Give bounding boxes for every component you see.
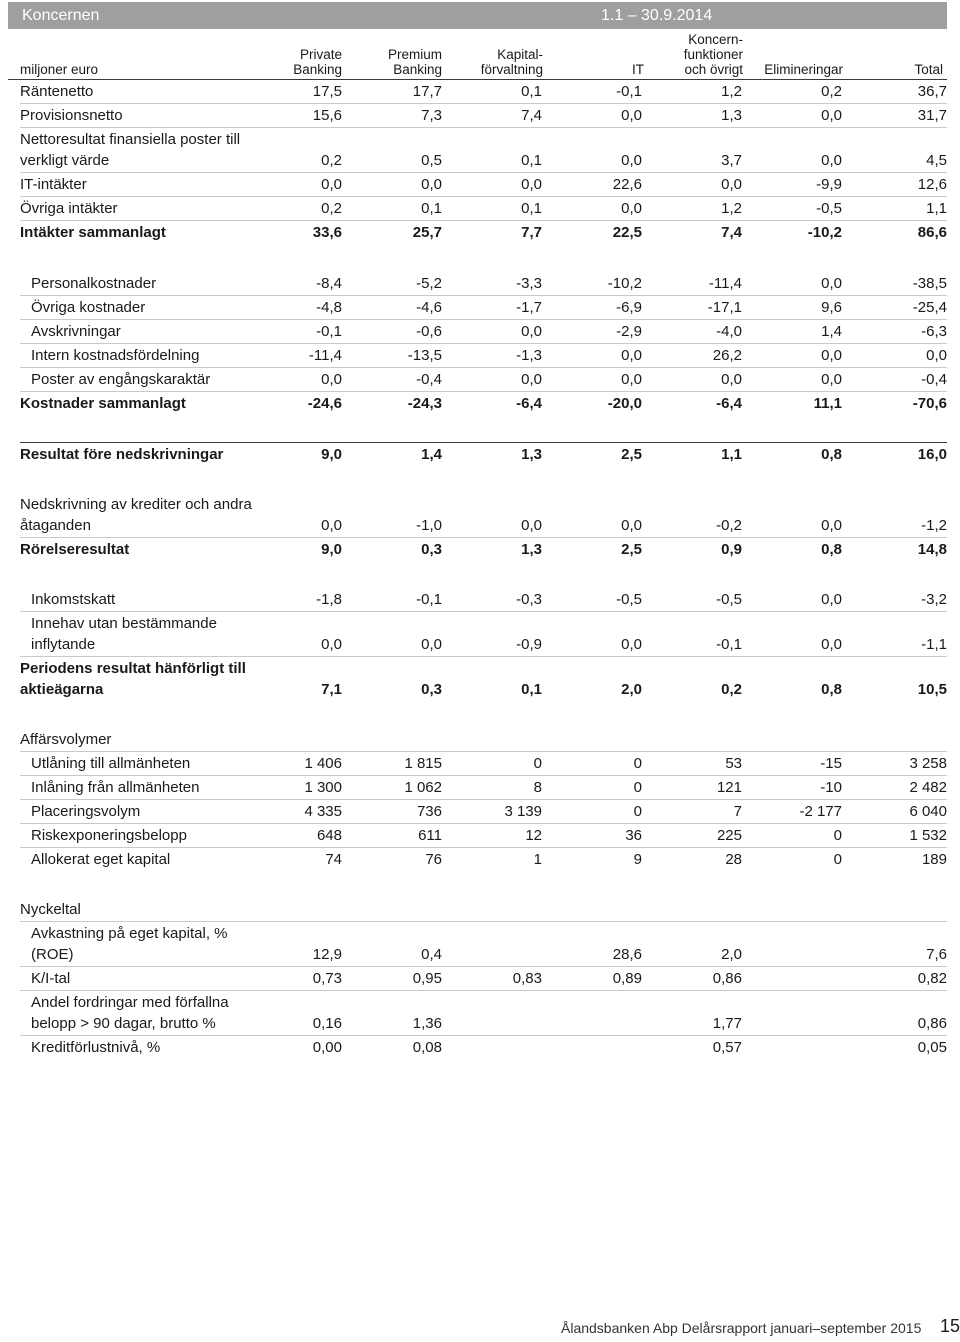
- cell-value: 2 482: [842, 776, 947, 800]
- row-label: Intäkter sammanlagt: [20, 221, 253, 245]
- cell-value: 0,8: [742, 538, 842, 562]
- cell-value: 26,2: [642, 344, 742, 368]
- cell-value: 0,0: [742, 272, 842, 296]
- cell-value: 0,57: [712, 1039, 742, 1056]
- cell-value: 0,0: [742, 104, 842, 128]
- cell-value: 0,3: [342, 538, 442, 562]
- cell-value: 12,9: [253, 922, 342, 967]
- cell-value: -0,4: [842, 368, 947, 392]
- cell-value: 31,7: [842, 104, 947, 128]
- cell-value: -0,5: [742, 197, 842, 221]
- table-row: [20, 728, 947, 752]
- cell-value: 17,7: [342, 80, 442, 104]
- cell-value: [542, 991, 642, 1036]
- cell-value: -1,7: [442, 296, 542, 320]
- cell-value: -0,5: [642, 588, 742, 612]
- spacer-row: [20, 244, 947, 272]
- cell-value: [742, 967, 842, 991]
- cell-value: 7,1: [253, 657, 342, 702]
- cell-value: -6,3: [842, 320, 947, 344]
- cell-value: 0,0: [642, 173, 742, 197]
- cell-value: 7: [642, 800, 742, 824]
- table-row: [20, 104, 947, 128]
- cell-value: -0,1: [342, 588, 442, 612]
- cell-value: 0,00: [312, 1039, 342, 1056]
- cell-value: [742, 1036, 842, 1060]
- table-row: [20, 128, 947, 173]
- cell-value: -10,2: [742, 221, 842, 245]
- row-label: IT-intäkter: [20, 173, 253, 197]
- cell-value: -6,9: [542, 296, 642, 320]
- cell-value: -1,3: [442, 344, 542, 368]
- cell-value: 2,0: [642, 922, 742, 967]
- cell-value: 0,0: [842, 344, 947, 368]
- table-row: [20, 320, 947, 344]
- cell-value: 1,77: [642, 991, 742, 1036]
- cell-value: [542, 1036, 642, 1060]
- cell-value: 0,0: [342, 612, 442, 657]
- column-header-line: och övrigt: [684, 62, 743, 77]
- row-label: Övriga kostnader: [20, 296, 253, 320]
- spacer-row: [20, 466, 947, 493]
- table-row: [20, 368, 947, 392]
- column-header-line: Kapital-: [497, 47, 543, 62]
- cell-value: 33,6: [253, 221, 342, 245]
- table-row: [20, 657, 947, 702]
- cell-value: 3 139: [442, 800, 542, 824]
- cell-value: 9,6: [742, 296, 842, 320]
- cell-value: 0,0: [642, 368, 742, 392]
- cell-value: 14,8: [842, 538, 947, 562]
- table-row: [20, 493, 947, 538]
- column-header-6: [914, 62, 943, 77]
- period-label: 1.1 – 30.9.2014: [601, 7, 713, 24]
- row-label: Nettoresultat finansiella poster till verkligt värde: [20, 128, 253, 173]
- table-row: [20, 80, 947, 104]
- cell-value: -0,1: [253, 320, 342, 344]
- cell-value: 0: [542, 776, 642, 800]
- cell-value: 1 300: [253, 776, 342, 800]
- cell-value: 1 815: [342, 752, 442, 776]
- cell-value: 15,6: [253, 104, 342, 128]
- table-row: [20, 800, 947, 824]
- spacer-row: [20, 871, 947, 898]
- row-label: Rörelseresultat: [20, 538, 253, 562]
- row-label: Inkomstskatt: [20, 588, 253, 612]
- table-row: [20, 991, 947, 1036]
- cell-value: 1,2: [642, 80, 742, 104]
- spacer-row: [20, 561, 947, 588]
- row-label: Inlåning från allmänheten: [20, 776, 253, 800]
- cell-value: 4 335: [253, 800, 342, 824]
- row-label: Intern kostnadsfördelning: [20, 344, 253, 368]
- cell-value: 74: [325, 851, 342, 868]
- row-label: Nyckeltal: [20, 898, 253, 922]
- table-row: [20, 344, 947, 368]
- cell-value: -20,0: [542, 392, 642, 416]
- row-label: Personalkostnader: [20, 272, 253, 296]
- cell-value: 0,3: [342, 657, 442, 702]
- table-row: [20, 1036, 947, 1060]
- cell-value: 0,0: [342, 173, 442, 197]
- cell-value: 0,95: [342, 967, 442, 991]
- cell-value: 0,8: [742, 443, 842, 467]
- cell-value: [442, 991, 542, 1036]
- cell-value: -24,3: [342, 392, 442, 416]
- row-label: Provisionsnetto: [20, 104, 253, 128]
- cell-value: 9,0: [253, 443, 342, 467]
- cell-value: 0,0: [542, 128, 642, 173]
- cell-value: 0,0: [742, 588, 842, 612]
- cell-value: 736: [342, 800, 442, 824]
- cell-value: 0,2: [253, 197, 342, 221]
- cell-value: 0,0: [542, 197, 642, 221]
- cell-value: 3,7: [642, 128, 742, 173]
- cell-value: 1,1: [842, 197, 947, 221]
- table-row: [20, 898, 947, 922]
- row-label: Andel fordringar med förfallna belopp > 90 dagar, brutto %: [20, 991, 253, 1036]
- cell-value: -5,2: [342, 272, 442, 296]
- table-row: [20, 221, 947, 245]
- cell-value: -1,1: [842, 612, 947, 657]
- row-label: K/I-tal: [20, 967, 253, 991]
- table-row: [20, 824, 947, 848]
- table-row: [20, 588, 947, 612]
- table-row: [20, 392, 947, 416]
- cell-value: -1,0: [342, 493, 442, 538]
- cell-value: 0,0: [742, 128, 842, 173]
- cell-value: 7,4: [642, 221, 742, 245]
- cell-value: 0,2: [742, 80, 842, 104]
- cell-value: 0,0: [253, 368, 342, 392]
- cell-value: [642, 898, 742, 922]
- column-header-line: Premium: [387, 47, 442, 62]
- cell-value: -10,2: [542, 272, 642, 296]
- table-row: [20, 443, 947, 467]
- cell-value: [253, 898, 342, 922]
- row-label: Kostnader sammanlagt: [20, 392, 253, 416]
- cell-value: 0,0: [742, 493, 842, 538]
- cell-value: 0,0: [442, 368, 542, 392]
- cell-value: [542, 728, 642, 752]
- column-header-line: funktioner: [683, 47, 743, 62]
- cell-value: -6,4: [442, 392, 542, 416]
- cell-value: 22,6: [542, 173, 642, 197]
- cell-value: 0,82: [842, 967, 947, 991]
- row-label: Nedskrivning av krediter och andra åtaganden: [20, 493, 253, 538]
- column-header-line: förvaltning: [480, 62, 543, 77]
- cell-value: 22,5: [542, 221, 642, 245]
- table-row: [20, 538, 947, 562]
- cell-value: -1,8: [253, 588, 342, 612]
- cell-value: 1,3: [642, 104, 742, 128]
- cell-value: 2,0: [542, 657, 642, 702]
- column-header-0: [293, 47, 342, 77]
- cell-value: 1,2: [642, 197, 742, 221]
- row-label: Placeringsvolym: [20, 800, 253, 824]
- cell-value: 189: [921, 851, 947, 868]
- cell-value: 0,83: [442, 967, 542, 991]
- row-label: Kreditförlustnivå, %: [31, 1039, 161, 1056]
- cell-value: 0: [542, 752, 642, 776]
- cell-value: 1: [533, 851, 542, 868]
- cell-value: 3 258: [842, 752, 947, 776]
- cell-value: 9: [633, 851, 642, 868]
- cell-value: -3,3: [442, 272, 542, 296]
- row-label: Affärsvolymer: [20, 728, 253, 752]
- cell-value: 0,73: [253, 967, 342, 991]
- cell-value: 0: [833, 851, 842, 868]
- cell-value: -0,6: [342, 320, 442, 344]
- cell-value: 10,5: [842, 657, 947, 702]
- row-label: Periodens resultat hänförligt till aktieägarna: [20, 657, 253, 702]
- cell-value: 648: [253, 824, 342, 848]
- column-header-3: [632, 62, 644, 77]
- cell-value: -2,9: [542, 320, 642, 344]
- cell-value: -1,2: [842, 493, 947, 538]
- title-banner: [8, 2, 947, 29]
- column-header-line: Elimineringar: [764, 62, 843, 77]
- table-row: [20, 197, 947, 221]
- cell-value: -0,9: [442, 612, 542, 657]
- cell-value: [642, 728, 742, 752]
- cell-value: -70,6: [842, 392, 947, 416]
- cell-value: 36,7: [842, 80, 947, 104]
- cell-value: 0,0: [742, 612, 842, 657]
- cell-value: -38,5: [842, 272, 947, 296]
- cell-value: 1,36: [342, 991, 442, 1036]
- cell-value: -17,1: [642, 296, 742, 320]
- cell-value: [742, 728, 842, 752]
- column-header-4: [684, 32, 743, 77]
- column-header-line: Total: [914, 62, 943, 77]
- cell-value: -9,9: [742, 173, 842, 197]
- cell-value: [742, 898, 842, 922]
- table-row: [20, 776, 947, 800]
- cell-value: 4,5: [842, 128, 947, 173]
- row-label: Poster av engångskaraktär: [20, 368, 253, 392]
- cell-value: 9,0: [253, 538, 342, 562]
- cell-value: -0,4: [342, 368, 442, 392]
- cell-value: 1,4: [742, 320, 842, 344]
- cell-value: [742, 991, 842, 1036]
- cell-value: 0,1: [442, 80, 542, 104]
- cell-value: 0: [442, 752, 542, 776]
- cell-value: 11,1: [742, 392, 842, 416]
- cell-value: 0,86: [642, 967, 742, 991]
- cell-value: 53: [642, 752, 742, 776]
- cell-value: 0,1: [342, 197, 442, 221]
- cell-value: 1 062: [342, 776, 442, 800]
- cell-value: -4,6: [342, 296, 442, 320]
- table-row: [20, 848, 947, 872]
- row-label: Innehav utan bestämmande inflytande: [20, 612, 253, 657]
- cell-value: 7,4: [442, 104, 542, 128]
- cell-value: 0,2: [253, 128, 342, 173]
- cell-value: 7,6: [842, 922, 947, 967]
- row-label: Avskrivningar: [20, 320, 253, 344]
- cell-value: 0,0: [742, 344, 842, 368]
- financial-table: [20, 80, 947, 1059]
- cell-value: 1 406: [253, 752, 342, 776]
- cell-value: -13,5: [342, 344, 442, 368]
- row-label: Utlåning till allmänheten: [20, 752, 253, 776]
- cell-value: -2 177: [742, 800, 842, 824]
- row-label: Räntenetto: [20, 80, 253, 104]
- column-header-5: [764, 62, 843, 77]
- cell-value: [842, 898, 947, 922]
- cell-value: 225: [642, 824, 742, 848]
- cell-value: 28,6: [542, 922, 642, 967]
- column-header-line: IT: [632, 62, 644, 77]
- cell-value: 6 040: [842, 800, 947, 824]
- cell-value: [742, 922, 842, 967]
- cell-value: 0,0: [542, 344, 642, 368]
- cell-value: 0,05: [917, 1039, 947, 1056]
- cell-value: [253, 728, 342, 752]
- cell-value: -0,1: [542, 80, 642, 104]
- column-header-line: Koncern-: [688, 32, 743, 47]
- cell-value: 8: [442, 776, 542, 800]
- cell-value: 0,0: [253, 612, 342, 657]
- cell-value: 0,5: [342, 128, 442, 173]
- unit-label: miljoner euro: [20, 62, 99, 77]
- row-label: Övriga intäkter: [20, 197, 253, 221]
- table-row: [20, 612, 947, 657]
- cell-value: 0,89: [542, 967, 642, 991]
- cell-value: 0,1: [442, 657, 542, 702]
- cell-value: -24,6: [253, 392, 342, 416]
- cell-value: -11,4: [642, 272, 742, 296]
- cell-value: 1,1: [642, 443, 742, 467]
- page-number: 15: [940, 1316, 960, 1336]
- cell-value: 0: [542, 800, 642, 824]
- cell-value: 0,0: [742, 368, 842, 392]
- cell-value: 0,1: [442, 197, 542, 221]
- cell-value: -6,4: [642, 392, 742, 416]
- cell-value: -10: [742, 776, 842, 800]
- table-row: [20, 752, 947, 776]
- cell-value: -15: [742, 752, 842, 776]
- table-row: [20, 173, 947, 197]
- table-row: [20, 922, 947, 967]
- cell-value: 0,9: [642, 538, 742, 562]
- cell-value: -25,4: [842, 296, 947, 320]
- page-title: Koncernen: [22, 7, 100, 24]
- cell-value: [442, 922, 542, 967]
- cell-value: 0,2: [642, 657, 742, 702]
- cell-value: 76: [425, 851, 442, 868]
- cell-value: 12,6: [842, 173, 947, 197]
- column-header-line: Banking: [293, 62, 342, 77]
- cell-value: -8,4: [253, 272, 342, 296]
- cell-value: 1,3: [442, 443, 542, 467]
- table-row: [20, 272, 947, 296]
- cell-value: -11,4: [253, 344, 342, 368]
- cell-value: 1,4: [342, 443, 442, 467]
- cell-value: 0,4: [342, 922, 442, 967]
- cell-value: 0,0: [542, 368, 642, 392]
- cell-value: [442, 1036, 542, 1060]
- cell-value: 611: [342, 824, 442, 848]
- cell-value: 0,0: [253, 493, 342, 538]
- cell-value: 0,0: [542, 493, 642, 538]
- cell-value: -4,0: [642, 320, 742, 344]
- cell-value: 28: [725, 851, 742, 868]
- column-header-line: Banking: [393, 62, 442, 77]
- cell-value: 16,0: [842, 443, 947, 467]
- cell-value: 36: [542, 824, 642, 848]
- table-row: [20, 296, 947, 320]
- row-label: Riskexponeringsbelopp: [20, 824, 253, 848]
- footer-text: Ålandsbanken Abp Delårsrapport januari–september 2015: [561, 1320, 922, 1336]
- cell-value: 1 532: [842, 824, 947, 848]
- row-label: Allokerat eget kapital: [31, 851, 171, 868]
- table-row: [20, 967, 947, 991]
- cell-value: -0,3: [442, 588, 542, 612]
- spacer-row: [20, 701, 947, 728]
- cell-value: [842, 728, 947, 752]
- row-label: Resultat före nedskrivningar: [20, 443, 253, 467]
- cell-value: 7,3: [342, 104, 442, 128]
- cell-value: [542, 898, 642, 922]
- cell-value: 12: [442, 824, 542, 848]
- cell-value: 0,0: [542, 104, 642, 128]
- column-header-1: [388, 47, 442, 77]
- cell-value: [442, 728, 542, 752]
- cell-value: -0,2: [642, 493, 742, 538]
- column-header-line: Private: [299, 47, 342, 62]
- cell-value: [442, 898, 542, 922]
- cell-value: 7,7: [442, 221, 542, 245]
- cell-value: 0,1: [442, 128, 542, 173]
- cell-value: 86,6: [842, 221, 947, 245]
- cell-value: 2,5: [542, 443, 642, 467]
- cell-value: 0,08: [412, 1039, 442, 1056]
- cell-value: [342, 728, 442, 752]
- cell-value: 0,0: [442, 173, 542, 197]
- cell-value: 0,0: [542, 612, 642, 657]
- cell-value: [342, 898, 442, 922]
- cell-value: 0,8: [742, 657, 842, 702]
- cell-value: 0,86: [842, 991, 947, 1036]
- cell-value: -3,2: [842, 588, 947, 612]
- spacer-row: [20, 415, 947, 443]
- cell-value: 1,3: [442, 538, 542, 562]
- row-label: Avkastning på eget kapital, % (ROE): [20, 922, 253, 967]
- column-header-2: [481, 47, 543, 77]
- cell-value: 25,7: [342, 221, 442, 245]
- cell-value: 121: [642, 776, 742, 800]
- cell-value: 2,5: [542, 538, 642, 562]
- cell-value: -0,1: [642, 612, 742, 657]
- cell-value: -4,8: [253, 296, 342, 320]
- cell-value: -0,5: [542, 588, 642, 612]
- cell-value: 17,5: [253, 80, 342, 104]
- cell-value: 0,0: [442, 493, 542, 538]
- cell-value: 0,0: [253, 173, 342, 197]
- cell-value: 0: [742, 824, 842, 848]
- cell-value: 0,0: [442, 320, 542, 344]
- cell-value: 0,16: [253, 991, 342, 1036]
